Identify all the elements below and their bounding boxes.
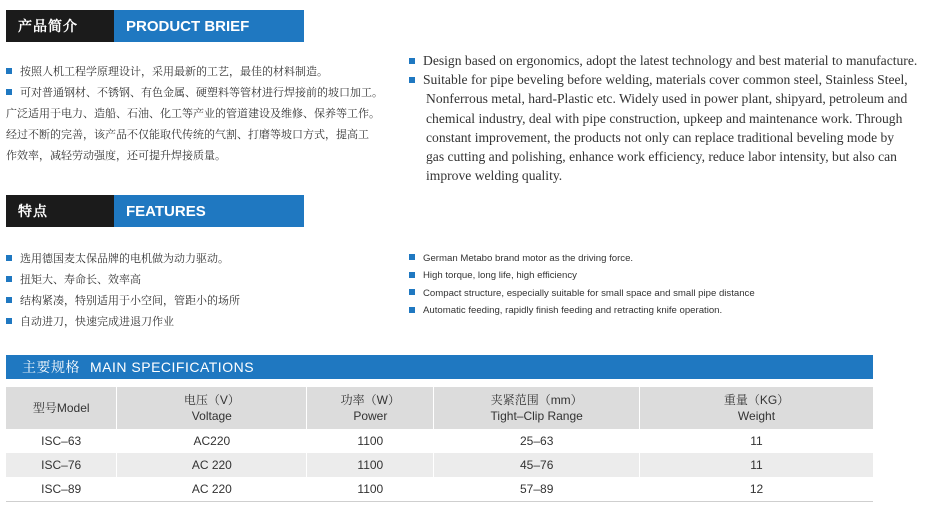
table-row bbox=[6, 453, 873, 477]
bullet-square-icon bbox=[6, 89, 12, 95]
brief-en-line: constant improvement, the products not only can replace traditional beveling mode by bbox=[426, 129, 895, 145]
brief-en-line: Design based on ergonomics, adopt the latest technology and best material to manufacture. bbox=[409, 51, 917, 70]
cell-voltage: AC 220 bbox=[117, 477, 307, 502]
specs-zh-title: 主要规格 bbox=[22, 359, 80, 375]
feature-en-item: Automatic feeding, rapidly finish feeding and retracting knife operation. bbox=[409, 302, 755, 319]
table-row bbox=[6, 477, 873, 502]
bullet-square-icon bbox=[6, 297, 12, 303]
bullet-square-icon bbox=[409, 254, 415, 260]
cell-model: ISC–63 bbox=[41, 434, 82, 448]
header-power: 功率（W） Power bbox=[307, 387, 434, 429]
cell-voltage: AC 220 bbox=[117, 453, 307, 477]
brief-zh-line: 经过不断的完善，该产品不仅能取代传统的气割、打磨等坡口方式，提高工 bbox=[6, 128, 369, 141]
cell-clip-range: 45–76 bbox=[434, 453, 640, 477]
header-voltage: 电压（V） Voltage bbox=[117, 387, 307, 429]
bullet-square-icon bbox=[409, 77, 415, 83]
table-row bbox=[6, 429, 873, 453]
features-en-title: FEATURES bbox=[114, 195, 304, 227]
specifications-table bbox=[6, 387, 873, 502]
table-header-row bbox=[6, 387, 873, 429]
product-brief-header bbox=[6, 10, 304, 42]
header-model: 型号Model bbox=[6, 387, 117, 429]
features-en-list bbox=[409, 250, 755, 320]
brief-en-line: gas cutting and polishing, enhance work efficiency, reduce labor intensity, but also can bbox=[426, 149, 897, 165]
header-clip-range: 夹紧范围（mm） Tight–Clip Range bbox=[434, 387, 640, 429]
features-zh-title: 特点 bbox=[6, 195, 114, 227]
bullet-square-icon bbox=[6, 255, 12, 261]
cell-clip-range: 25–63 bbox=[434, 429, 640, 453]
product-brief-zh-title: 产品简介 bbox=[6, 10, 114, 42]
features-zh-list bbox=[6, 248, 240, 332]
cell-voltage: AC220 bbox=[117, 429, 307, 453]
cell-power: 1100 bbox=[307, 429, 434, 453]
brief-en-line: Nonferrous metal, hard-Plastic etc. Widely used in power plant, shipyard, petroleum and bbox=[426, 91, 908, 107]
feature-en-item: German Metabo brand motor as the driving force. bbox=[409, 250, 755, 267]
main-specifications-header bbox=[6, 355, 873, 379]
bullet-square-icon bbox=[409, 272, 415, 278]
brief-zh-text bbox=[6, 61, 383, 166]
cell-model: ISC–76 bbox=[6, 453, 117, 477]
product-brief-en-title: PRODUCT BRIEF bbox=[114, 10, 304, 42]
features-header bbox=[6, 195, 304, 227]
brief-en-line: improve welding quality. bbox=[426, 168, 563, 184]
cell-clip-range: 57–89 bbox=[434, 477, 640, 502]
bullet-square-icon bbox=[409, 307, 415, 313]
feature-zh-item: 自动进刀，快速完成进退刀作业 bbox=[6, 311, 240, 332]
bullet-square-icon bbox=[6, 318, 12, 324]
cell-power: 1100 bbox=[307, 477, 434, 502]
header-weight: 重量（KG） Weight bbox=[640, 387, 874, 429]
specs-en-title: MAIN SPECIFICATIONS bbox=[90, 359, 255, 375]
feature-zh-item: 结构紧凑，特别适用于小空间，管距小的场所 bbox=[6, 290, 240, 311]
feature-en-item: High torque, long life, high efficiency bbox=[409, 267, 755, 284]
cell-model: ISC–89 bbox=[6, 477, 117, 502]
brief-zh-line: 可对普通钢材、不锈钢、有色金属、硬塑料等管材进行焊接前的坡口加工。 bbox=[6, 82, 383, 103]
brief-zh-line: 作效率，减轻劳动强度，还可提升焊接质量。 bbox=[6, 149, 226, 162]
feature-zh-item: 选用德国麦太保品牌的电机做为动力驱动。 bbox=[6, 248, 240, 269]
bullet-square-icon bbox=[6, 276, 12, 282]
bullet-square-icon bbox=[6, 68, 12, 74]
brief-en-line: Suitable for pipe beveling before welding, materials cover common steel, Stainless Steel, bbox=[409, 70, 917, 89]
feature-en-item: Compact structure, especially suitable for small space and small pipe distance bbox=[409, 285, 755, 302]
bullet-square-icon bbox=[409, 289, 415, 295]
cell-weight: 11 bbox=[640, 429, 874, 453]
brief-zh-line: 按照人机工程学原理设计，采用最新的工艺，最佳的材料制造。 bbox=[6, 61, 383, 82]
brief-zh-line: 广泛适用于电力、造船、石油、化工等产业的管道建设及维修、保养等工作。 bbox=[6, 107, 380, 120]
brief-en-line: chemical industry, deal with pipe construction, upkeep and maintenance work. Through bbox=[426, 110, 903, 126]
bullet-square-icon bbox=[409, 58, 415, 64]
cell-weight: 12 bbox=[640, 477, 874, 502]
cell-power: 1100 bbox=[307, 453, 434, 477]
feature-zh-item: 扭矩大、寿命长、效率高 bbox=[6, 269, 240, 290]
brief-en-text bbox=[409, 51, 917, 185]
cell-weight: 11 bbox=[640, 453, 874, 477]
